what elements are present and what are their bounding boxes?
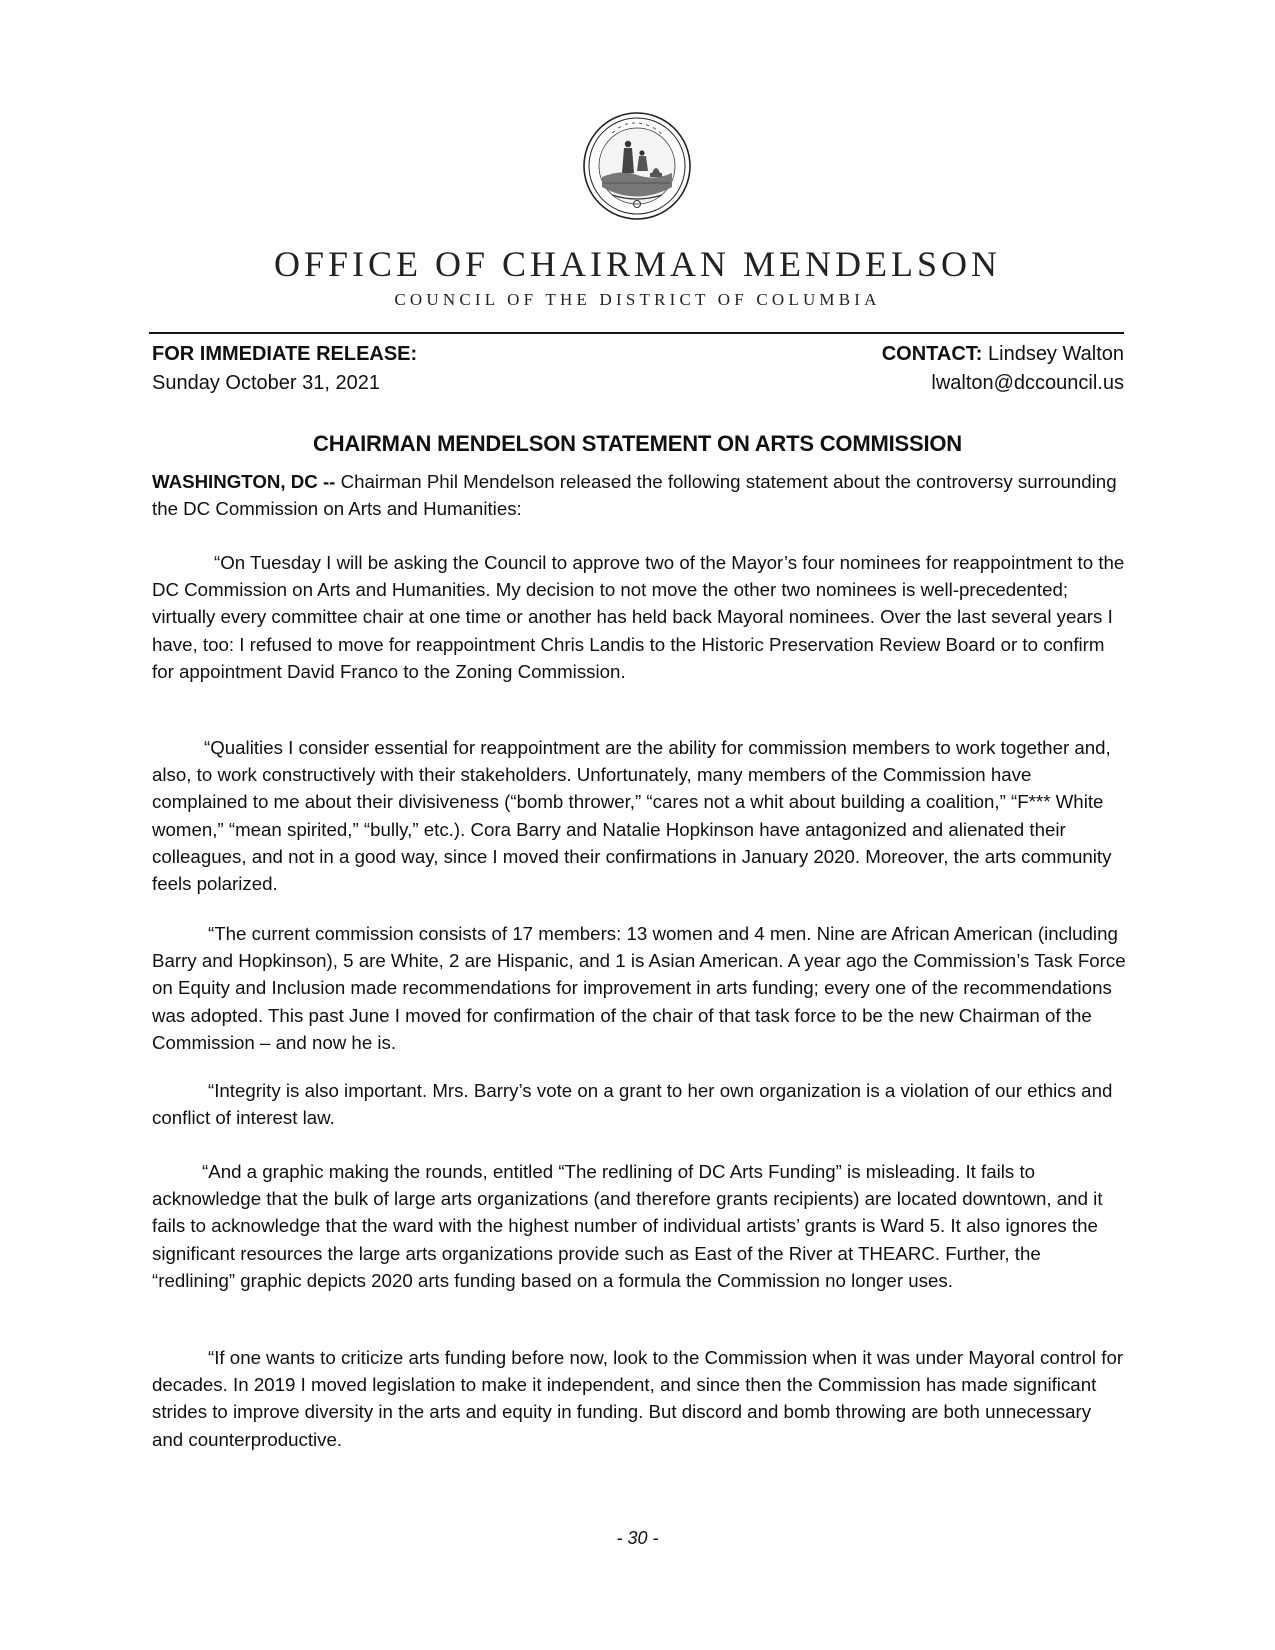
- headline: CHAIRMAN MENDELSON STATEMENT ON ARTS COMMISSION: [313, 431, 962, 456]
- header-divider: [149, 332, 1124, 334]
- district-of-columbia-seal-icon: [582, 111, 692, 221]
- paragraph-text: “And a graphic making the rounds, entitled “The redlining of DC Arts Funding” is misleading. It fails to acknowledge that the bulk of large arts organizations (and therefore grants recipients) are located downtown, and it fails to acknowledge that the ward with the highest number of individual artists’ grants is Ward 5. It also ignores the significant resources the large arts organizations provide such as East of the River at THEARC. Further, the “redlining” graphic depicts 2020 arts funding based on a formula the Commission no longer uses.: [152, 1161, 1103, 1291]
- statement-paragraph-6: [152, 1344, 1127, 1453]
- release-label: FOR IMMEDIATE RELEASE:: [152, 343, 418, 365]
- page-number: - 30 -: [616, 1528, 659, 1548]
- seal-lettering: [582, 221, 583, 222]
- statement-paragraph-2: [152, 734, 1127, 897]
- contact-info: [882, 340, 1124, 398]
- intro-paragraph: [152, 468, 1127, 522]
- contact-line: [882, 340, 1124, 369]
- statement-paragraph-3: [152, 920, 1127, 1056]
- statement-paragraph-4: [152, 1077, 1127, 1131]
- paragraph-text: “On Tuesday I will be asking the Council to approve two of the Mayor’s four nominees for reappointment to the DC Commission on Arts and Humanities. My decision to not move the other two nominees is well-precedented; virtually every committee chair at one time or another has held back Mayoral nominees. Over the last several years I have, too: I refused to move for reappointment Chris Landis to the Historic Preservation Review Board or to confirm for appointment David Franco to the Zoning Commission.: [152, 552, 1125, 682]
- contact-label: CONTACT:: [881, 343, 983, 365]
- paragraph-text: “The current commission consists of 17 members: 13 women and 4 men. Nine are African American (including Barry and Hopkinson), 5 are White, 2 are Hispanic, and 1 is Asian American. A year ago the Commission’s Task Force on Equity and Inclusion made recommendations for improvement in arts funding; every one of the recommendations was adopted. This past June I moved for confirmation of the chair of that task force to be the new Chairman of the Commission – and now he is.: [152, 923, 1126, 1053]
- statement-paragraph-1: [152, 549, 1127, 685]
- contact-email: lwalton@dccouncil.us: [931, 372, 1124, 394]
- intro-text: Chairman Phil Mendelson released the following statement about the controversy surrounding the DC Commission on Arts and Humanities:: [152, 471, 1117, 520]
- paragraph-text: “If one wants to criticize arts funding before now, look to the Commission when it was under Mayoral control for decades. In 2019 I moved legislation to make it independent, and since then the Commission has made significant strides to improve diversity in the arts and equity in funding. But discord and bomb throwing are both unnecessary and counterproductive.: [152, 1347, 1124, 1450]
- contact-name: Lindsey Walton: [988, 343, 1124, 365]
- paragraph-text: “Qualities I consider essential for reappointment are the ability for commission members to work together and, also, to work constructively with their stakeholders. Unfortunately, many members of the Commission have complained to me about their divisiveness (“bomb thrower,” “cares not a whit about building a coalition,” “F*** White women,” “mean spirited,” “bully,” etc.). Cora Barry and Natalie Hopkinson have antagonized and alienated their colleagues, and not in a good way, since I moved their confirmations in January 2020. Moreover, the arts community feels polarized.: [152, 737, 1112, 895]
- release-info: [152, 340, 417, 398]
- paragraph-text: “Integrity is also important. Mrs. Barry’s vote on a grant to her own organization is a violation of our ethics and conflict of interest law.: [152, 1080, 1113, 1129]
- dateline: WASHINGTON, DC --: [152, 471, 336, 492]
- release-date: Sunday October 31, 2021: [152, 372, 380, 394]
- office-subtitle: COUNCIL OF THE DISTRICT OF COLUMBIA: [394, 290, 881, 309]
- office-title: OFFICE OF CHAIRMAN MENDELSON: [273, 244, 1002, 284]
- statement-paragraph-5: [152, 1158, 1127, 1294]
